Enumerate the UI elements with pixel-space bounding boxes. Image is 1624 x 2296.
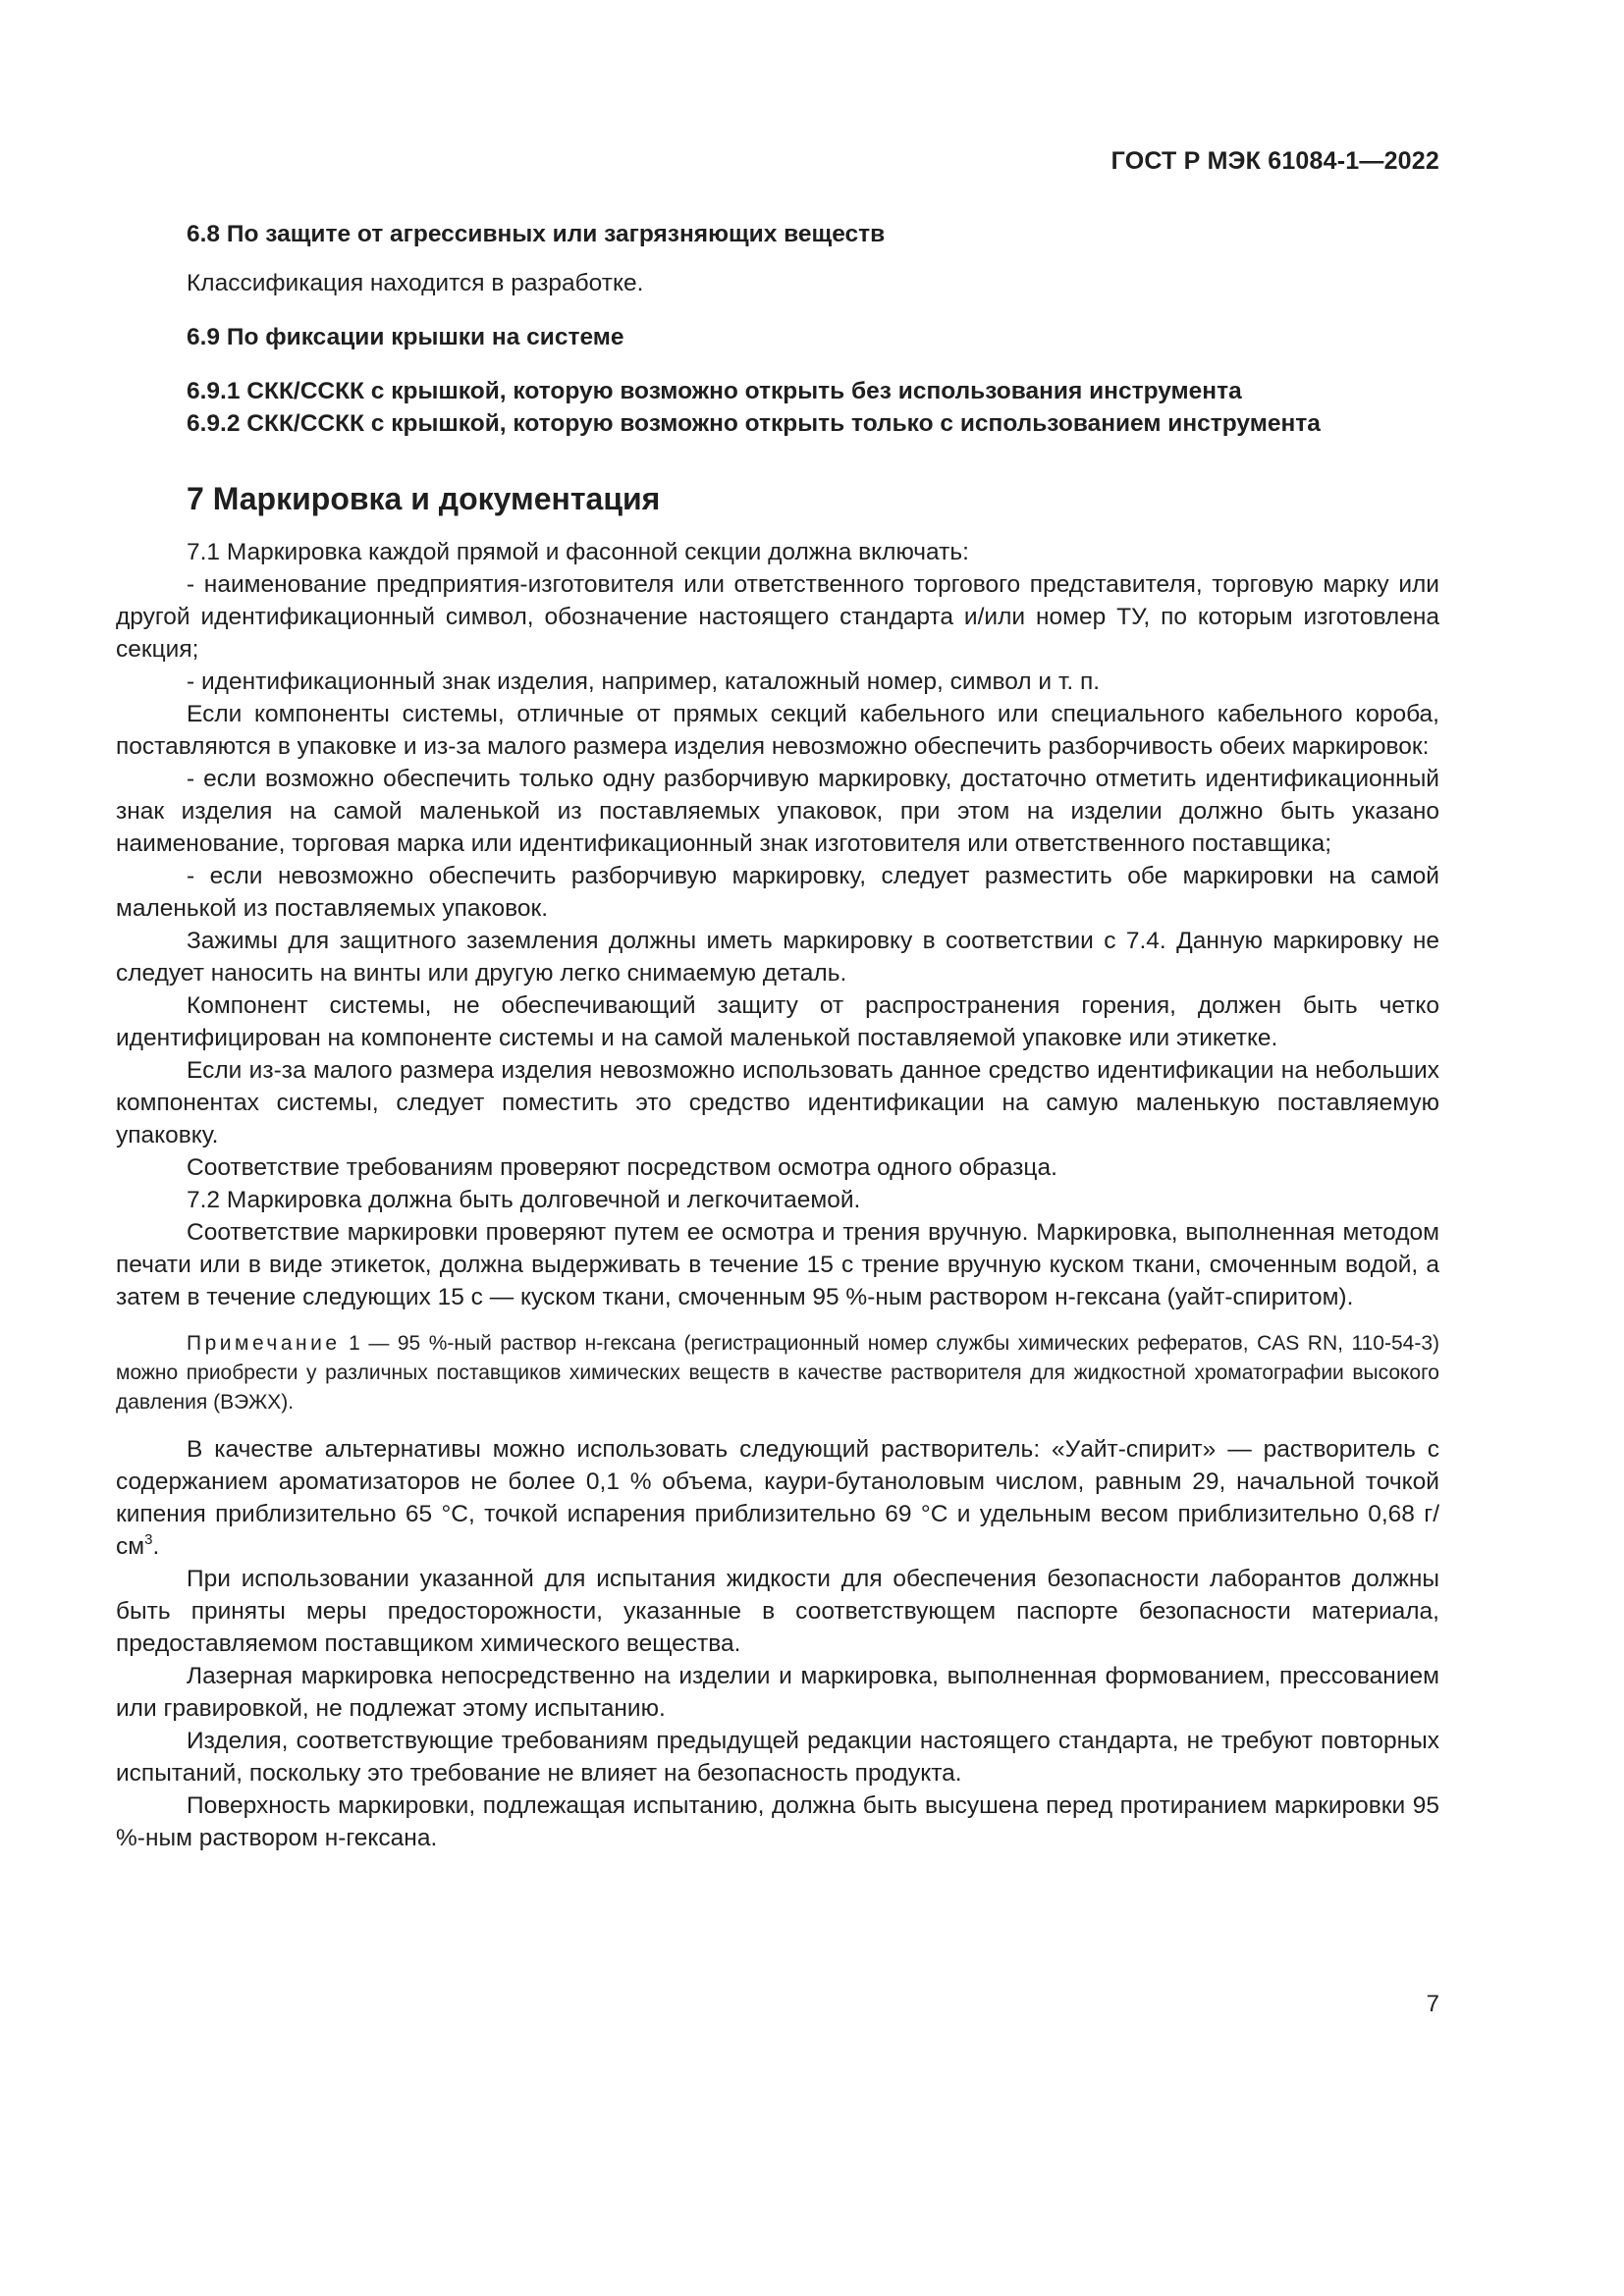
section-6-9-1-heading: 6.9.1 СКК/ССКК с крышкой, которую возможно открыть без использования инструмента [187,378,1242,404]
paragraph: Соответствие маркировки проверяют путем ее осмотра и трения вручную. Маркировка, выполненная методом печати или в виде этикеток, должна выдерживать в течение 15 с трение вручную куском ткани, смоченным водой, а затем в течение следующих 15 с — куском ткани, смоченным 95 %-ным раствором н-гексана (уайт-спиритом). [116,1219,1439,1310]
section-7-2-paragraph: 7.2 Маркировка должна быть долговечной и легкочитаемой. [187,1187,861,1213]
section-6-8-text: Классификация находится в разработке. [187,270,644,296]
document-header: ГОСТ Р МЭК 61084-1—2022 [1110,147,1439,175]
section-6-8-heading: 6.8 По защите от агрессивных или загрязняющих веществ [187,221,886,247]
paragraph: Изделия, соответствующие требованиям предыдущей редакции настоящего стандарта, не требуют повторных испытаний, поскольку это требование не влияет на безопасность продукта. [116,1728,1439,1787]
paragraph: Компонент системы, не обеспечивающий защиту от распространения горения, должен быть четко идентифицирован на компоненте системы и на самой маленькой поставляемой упаковке или этикетке. [116,992,1439,1051]
superscript: 3 [144,1531,153,1548]
paragraph: Поверхность маркировки, подлежащая испытанию, должна быть высушена перед протиранием маркировки 95 %-ным раствором н-гексана. [116,1792,1439,1851]
note-text: 1 — 95 %-ный раствор н-гексана (регистрационный номер службы химических рефератов, CAS RN, 110-54-3) можно приобрести у различных поставщиков химических веществ в качестве растворителя для жидкостной хроматографии высокого давления (ВЭЖХ). [116,1332,1439,1414]
note [116,1329,1439,1417]
page-content [116,218,1439,1854]
page-number: 7 [1426,1991,1439,2017]
list-item: - идентификационный знак изделия, например, каталожный номер, символ и т. п. [187,668,1101,695]
paragraph: Лазерная маркировка непосредственно на изделии и маркировка, выполненная формованием, прессованием или гравировкой, не подлежат этому испытанию. [116,1663,1439,1722]
paragraph: При использовании указанной для испытания жидкости для обеспечения безопасности лаборантов должны быть приняты меры предосторожности, указанные в соответствующем паспорте безопасности материала, предоставляемом поставщиком химического вещества. [116,1566,1439,1657]
list-item: - если невозможно обеспечить разборчивую маркировку, следует разместить обе маркировки на самой маленькой из поставляемых упаковок. [116,863,1439,922]
paragraph: 7.1 Маркировка каждой прямой и фасонной секции должна включать: [187,539,969,565]
alternative-solvent-end: . [152,1533,160,1560]
paragraph: Зажимы для защитного заземления должны иметь маркировку в соответствии с 7.4. Данную маркировку не следует наносить на винты или другую легко снимаемую деталь. [116,928,1439,987]
paragraph: Соответствие требованиям проверяют посредством осмотра одного образца. [187,1154,1057,1181]
list-item: - если возможно обеспечить только одну разборчивую маркировку, достаточно отметить идентификационный знак изделия на самой маленькой из поставляемых упаковок, при этом на изделии должно быть указано наименование, торговая марка или идентификационный знак изготовителя или ответственного поставщика; [116,766,1439,857]
list-item: - наименование предприятия-изготовителя или ответственного торгового представителя, торговую марку или другой идентификационный символ, обозначение настоящего стандарта и/или номер ТУ, по которым изготовлена секция; [116,571,1439,663]
section-6-9-2-heading: 6.9.2 СКК/ССКК с крышкой, которую возможно открыть только с использованием инструмента [187,410,1321,437]
alternative-solvent-paragraph [116,1433,1439,1563]
alternative-solvent-text: В качестве альтернативы можно использовать следующий растворитель: «Уайт-спирит» — растворитель с содержанием ароматизаторов не более 0,1 % объема, каури-бутаноловым числом, равным 29, начальной точкой кипения приблизительно 65 °С, точкой испарения приблизительно 69 °С и удельным весом приблизительно 0,68 г/см [116,1436,1439,1560]
note-label: Примечание [187,1332,341,1355]
paragraph: Если компоненты системы, отличные от прямых секций кабельного или специального кабельного короба, поставляются в упаковке и из-за малого размера изделия невозможно обеспечить разборчивость обеих маркировок: [116,701,1439,760]
section-7-heading: 7 Маркировка и документация [187,481,661,516]
section-6-9-heading: 6.9 По фиксации крышки на системе [187,324,624,350]
paragraph: Если из-за малого размера изделия невозможно использовать данное средство идентификации на небольших компонентах системы, следует поместить это средство идентификации на самую маленькую поставляемую упаковку. [116,1057,1439,1148]
